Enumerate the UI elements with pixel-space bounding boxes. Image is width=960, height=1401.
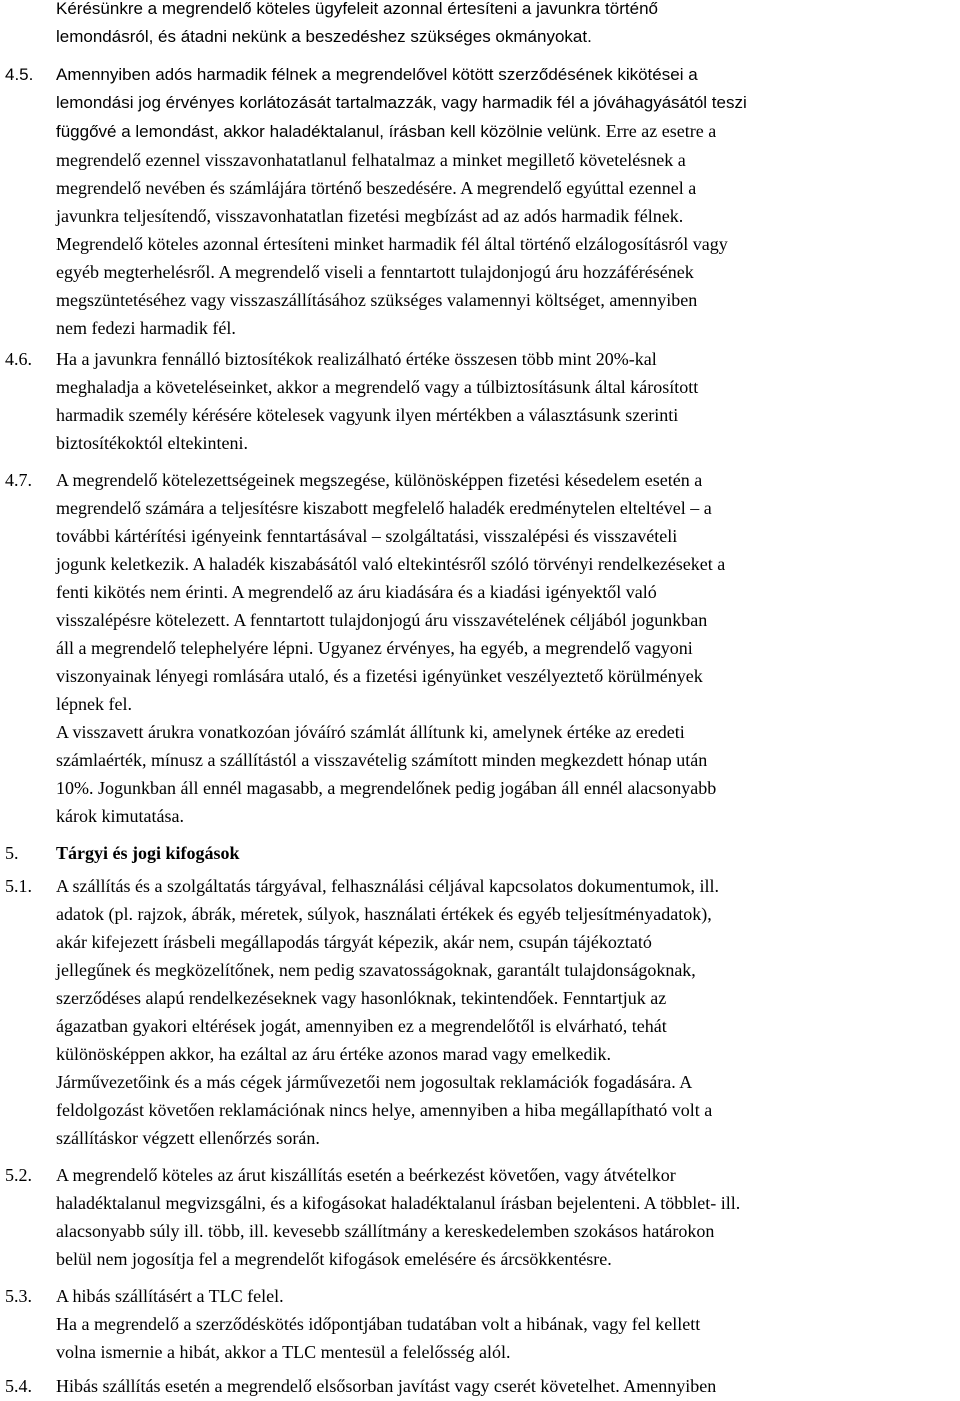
paragraph-text [56, 872, 944, 1152]
text-line: különösképpen akkor, ha ezáltal az áru értéke azonos marad vagy emelkedik. [56, 1044, 612, 1064]
text-line: biztosítékoktól eltekinteni. [56, 433, 248, 453]
section-number: 5.1. [5, 876, 32, 896]
text-line: megrendelő ezennel visszavonhatatlanul felhatalmaz a minket megillető követelésnek a [56, 150, 686, 170]
text-line: jellegűnek és megközelítőnek, nem pedig szavatosságoknak, garantált tulajdonságoknak, [56, 960, 696, 980]
paragraph-text [56, 61, 944, 342]
text-line: lépnek fel. [56, 694, 132, 714]
paragraph-text [56, 0, 944, 51]
text-line: jogunk keletkezik. A haladék kiszabásától való eltekintésről szóló törvényi rendelkezéseket a [56, 554, 726, 574]
text-line: adatok (pl. rajzok, ábrák, méretek, súlyok, használati értékek és egyéb teljesítményadatok), [56, 904, 712, 924]
text-line: megrendelő számára a teljesítésre kiszabott megfelelő haladék eredménytelen elteltével – a [56, 498, 712, 518]
text-line: meghaladja a követeléseinket, akkor a megrendelő vagy a túlbiztosításunk által károsított [56, 377, 699, 397]
section-number: 5.3. [5, 1286, 32, 1306]
section-number: 4.7. [5, 470, 32, 490]
text-line: alacsonyabb súly ill. több, ill. kevesebb szállítmány a kereskedelemben szokásos határokon [56, 1221, 715, 1241]
text-line: A szállítás és a szolgáltatás tárgyával, felhasználási céljával kapcsolatos dokumentumok, ill. [56, 876, 719, 896]
section-number: 4.5. [5, 65, 34, 84]
text-line: harmadik személy kérésére kötelesek vagyunk ilyen mértékben a választásunk szerinti [56, 405, 679, 425]
section-number: 5. [5, 843, 19, 863]
text-line: egyéb megterhelésről. A megrendelő viseli a fenntartott tulajdonjogú áru hozzáférésének [56, 262, 694, 282]
text-line: további kártérítési igényeink fenntartásával – szolgáltatási, visszalépési és visszavételi [56, 526, 678, 546]
text-line: ágazatban gyakori eltérések jogát, amennyiben ez a megrendelőtől is elvárható, tehát [56, 1016, 667, 1036]
text-line: megrendelő nevében és számlájára történő beszedésére. A megrendelő egyúttal ezennel a [56, 178, 697, 198]
text-line: Járművezetőink és a más cégek járművezetői nem jogosultak reklamációk fogadására. A [56, 1072, 693, 1092]
text-line: A hibás szállításért a TLC felel. [56, 1286, 284, 1306]
paragraph-text [56, 1161, 944, 1273]
section-number: 5.4. [5, 1376, 32, 1396]
text-line: A visszavett árukra vonatkozóan jóváíró számlát állítunk ki, amelynek értéke az eredeti [56, 722, 685, 742]
section-number: 5.2. [5, 1165, 32, 1185]
section-number: 4.6. [5, 349, 32, 369]
text-line: lemondásról, és átadni nekünk a beszedéshez szükséges okmányokat. [56, 27, 592, 46]
text-line: viszonyainak lényegi romlására utaló, és a fizetési igényünket veszélyeztető körülmények [56, 666, 703, 686]
text-line: áll a megrendelő telephelyére lépni. Ugyanez érvényes, ha egyéb, a megrendelő vagyoni [56, 638, 693, 658]
text-line: akár kifejezett írásbeli megállapodás tárgyát képezik, akár nem, csupán tájékoztató [56, 932, 652, 952]
text-line: számlaérték, mínusz a szállítástól a visszavételig számított minden megkezdett hónap után [56, 750, 708, 770]
text-line: megszüntetéséhez vagy visszaszállításához szükséges valamennyi költséget, amennyiben [56, 290, 698, 310]
paragraph-text [56, 466, 944, 830]
text-line: szerződéses alapú rendelkezéseknek vagy hasonlóknak, tekintendőek. Fenntartjuk az [56, 988, 667, 1008]
paragraph-text [56, 1372, 944, 1400]
text-line: Kérésünkre a megrendelő köteles ügyfeleit azonnal értesíteni a javunkra történő [56, 0, 658, 18]
text-line: volna ismernie a hibát, akkor a TLC mentesül a felelősség alól. [56, 1342, 511, 1362]
text-line: Amennyiben adós harmadik félnek a megrendelővel kötött szerződésének kikötései a [56, 65, 698, 84]
text-line: Ha a javunkra fennálló biztosítékok realizálható értéke összesen több mint 20%-kal [56, 349, 657, 369]
text-line: haladéktalanul megvizsgálni, és a kifogásokat haladéktalanul írásban bejelenteni. A többlet- ill. [56, 1193, 741, 1213]
text-line: javunkra teljesítendő, visszavonhatatlan fizetési megbízást ad az adós harmadik félnek. [56, 206, 684, 226]
text-line: szállításkor végzett ellenőrzés során. [56, 1128, 320, 1148]
text-line: fenti kikötés nem érinti. A megrendelő az áru kiadására és a kiadási igényektől való [56, 582, 657, 602]
text-line: nem fedezi harmadik fél. [56, 318, 236, 338]
text-fragment: Erre az esetre a [605, 121, 717, 141]
text-line: A megrendelő köteles az árut kiszállítás esetén a beérkezést követően, vagy átvételkor [56, 1165, 676, 1185]
section-heading: Tárgyi és jogi kifogások [56, 843, 240, 863]
text-line: Hibás szállítás esetén a megrendelő elsősorban javítást vagy cserét követelhet. Amennyiben [56, 1376, 717, 1396]
text-fragment: függővé a lemondást, akkor haladéktalanul, írásban kell közölnie velünk. [56, 122, 602, 141]
text-line: 10%. Jogunkban áll ennél magasabb, a megrendelőnek pedig jogában áll ennél alacsonyabb [56, 778, 717, 798]
text-line: visszalépésre kötelezett. A fenntartott tulajdonjogú áru visszavételének céljából jogunkban [56, 610, 708, 630]
text-line [56, 117, 944, 146]
text-line: károk kimutatása. [56, 806, 184, 826]
text-line: A megrendelő kötelezettségeinek megszegése, különösképpen fizetési késedelem esetén a [56, 470, 703, 490]
paragraph-text [56, 345, 944, 457]
text-line: feldolgozást követően reklamációnak nincs helye, amennyiben a hiba megállapítható volt a [56, 1100, 713, 1120]
paragraph-text [56, 1282, 944, 1366]
text-line: lemondási jog érvényes korlátozását tartalmazzák, vagy harmadik fél a jóváhagyásától teszi [56, 93, 747, 112]
text-line: belül nem jogosítja fel a megrendelőt kifogások emelésére és árcsökkentésre. [56, 1249, 612, 1269]
text-line: Ha a megrendelő a szerződéskötés időpontjában tudatában volt a hibának, vagy fel kellett [56, 1314, 701, 1334]
text-line: Megrendelő köteles azonnal értesíteni minket harmadik fél által történő elzálogosításról vagy [56, 234, 728, 254]
